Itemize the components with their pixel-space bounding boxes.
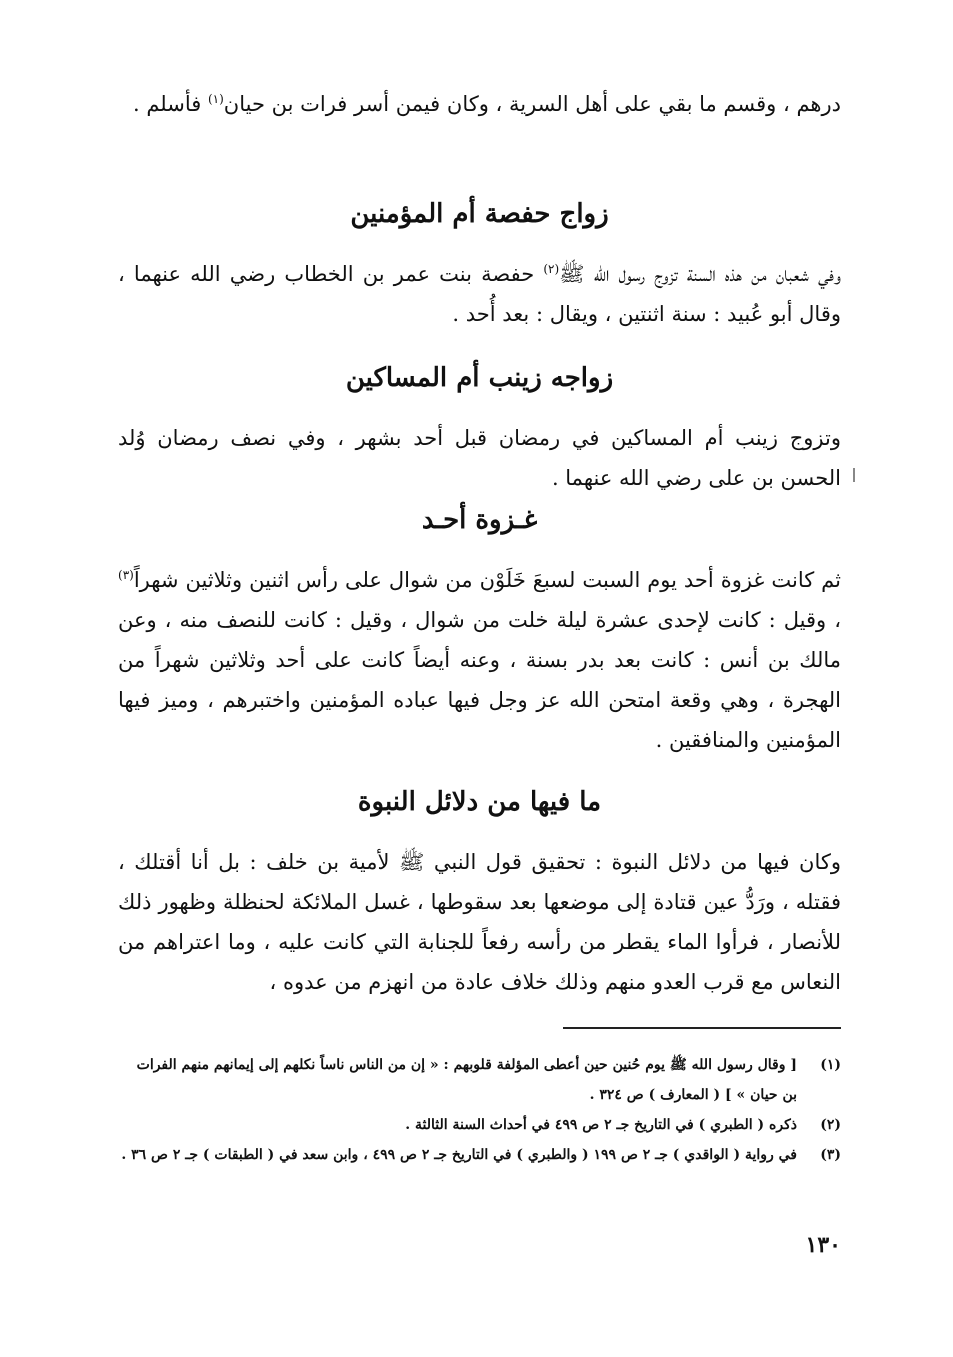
- paragraph-battle-uhud: [118, 560, 841, 760]
- footnote-3: [118, 1140, 841, 1170]
- intro-text: درهم ، وقسم ما بقي على أهل السرية ، وكان فيمن أسر فرات بن حيان: [223, 92, 841, 116]
- footnote-2: [118, 1110, 841, 1140]
- footnote-number: (٢): [820, 1117, 841, 1133]
- paragraph-uhud-text-start: ثم كانت غزوة أحد يوم السبت لسبعَ خَلَوْن من شوال على رأس اثنين وثلاثين شهراً: [133, 568, 841, 592]
- paragraph-hafsa-text-end: حفصة بنت عمر بن الخطاب رضي الله عنهما ، وقال أبو عُبيد : سنة اثنتين ، ويقال : بعد أُحد .: [118, 262, 841, 326]
- intro-tail: فأسلم .: [132, 92, 202, 116]
- heading-hafsa-marriage: زواج حفصة أم المؤمنين: [350, 199, 609, 229]
- heading-zaynab-marriage: زواجه زينب أم المساكين: [345, 363, 614, 393]
- page-number: ١٣٠: [805, 1232, 841, 1258]
- footnotes: [118, 1050, 841, 1170]
- paragraph-signs-of-prophethood: وكان فيها من دلائل النبوة : تحقيق قول النبي ﷺ لأمية بن خلف : بل أنا أقتلك ، فقتله ، ورَدُّ عين قتادة إلى موضعها بعد سقوطها ، غسل الملائكة لحنظلة وظهور ذلك للأنصار ، فرأوا الماء يقطر من رأسه رفعاً للجنابة التي كانت عليه ، وما اعتراهم من النعاس مع قرب العدو منهم وذلك خلاف عادة من انهزم من عدوه ،: [118, 850, 841, 994]
- footnote-separator: [563, 1027, 841, 1029]
- footnote-text: [ وقال رسول الله ﷺ يوم حُنين حين أعطى المؤلفة قلوبهم : « إن من الناس ناساً نكلهم إلى إيمانهم منهم الفرات بن حيان » ] ( المعارف ) ص ٣٢٤ .: [136, 1057, 797, 1103]
- heading-signs-of-prophethood: ما فيها من دلائل النبوة: [357, 787, 602, 817]
- footnote-number: (١): [820, 1057, 841, 1073]
- paragraph-zaynab-marriage: وتزوج زينب أم المساكين في رمضان قبل أحد بشهر ، وفي نصف رمضان وُلد الحسن بن على رضي الله عنهما .: [118, 426, 841, 490]
- footnote-number: (٣): [820, 1147, 841, 1163]
- heading-battle-uhud: غـزوة أحـد: [421, 505, 538, 535]
- footnote-1: [118, 1050, 841, 1110]
- footnote-ref-3: (٣): [118, 568, 134, 582]
- paragraph-hafsa-text-start: وفي شعبان من هذه السنة تزوج رسول الله ﷺ: [559, 262, 841, 286]
- footnote-text: ذكره ( الطبري ) في التاريخ جـ ٢ ص ٤٩٩ في أحداث السنة الثالثة .: [405, 1117, 797, 1133]
- footnote-text: في رواية ( الواقدي ) جـ ٢ ص ١٩٩ ( والطبري ) في التاريخ جـ ٢ ص ٤٩٩ ، وابن سعد في ( الطبقات ) جـ ٢ ص ٣٦ .: [121, 1147, 797, 1163]
- margin-mark: [853, 468, 855, 482]
- footnote-ref-2: (٢): [543, 262, 560, 276]
- footnote-ref-1: (١): [207, 92, 224, 106]
- paragraph-uhud-text-end: ، وقيل : كانت لإحدى عشرة ليلة خلت من شوال ، وقيل : كانت للنصف منه ، وعن مالك بن أنس : كانت بعد بدر بسنة ، وعنه أيضاً كانت على أحد وثلاثين شهراً من الهجرة ، وهي وقعة امتحن الله عز وجل فيها عباده المؤمنين واختبرهم ، وميز فيها المؤمنين والمنافقين .: [118, 608, 841, 752]
- intro-paragraph: [118, 84, 841, 124]
- paragraph-hafsa-marriage: [118, 254, 841, 334]
